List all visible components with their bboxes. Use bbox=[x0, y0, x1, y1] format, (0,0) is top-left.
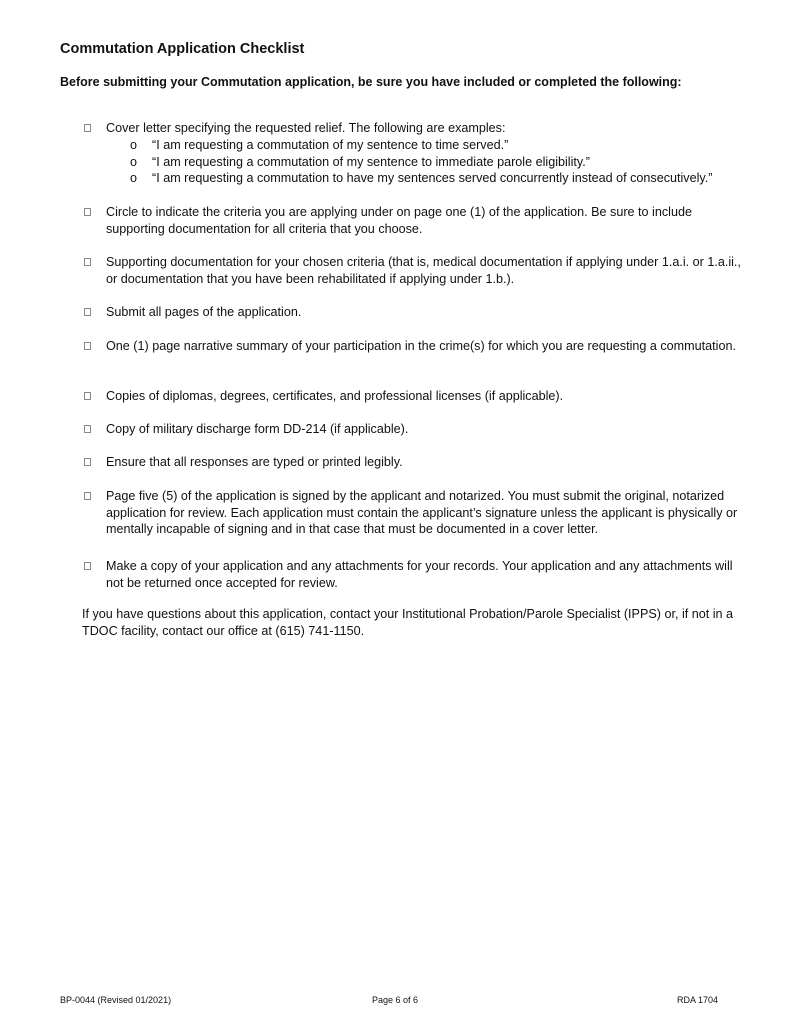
checklist-item-legible: Ensure that all responses are typed or printed legibly. bbox=[84, 454, 744, 471]
checkbox-icon[interactable] bbox=[84, 392, 91, 400]
instructions-heading: Before submitting your Commutation application, be sure you have included or completed the following: bbox=[60, 75, 682, 89]
checkbox-icon[interactable] bbox=[84, 258, 91, 266]
footer-page-number: Page 6 of 6 bbox=[372, 995, 419, 1005]
checkbox-icon[interactable] bbox=[84, 208, 91, 216]
checkbox-icon[interactable] bbox=[84, 425, 91, 433]
example-item: o “I am requesting a commutation of my sentence to immediate parole eligibility.” bbox=[130, 154, 590, 169]
checkbox-icon[interactable] bbox=[84, 308, 91, 316]
checklist-item-all-pages: Submit all pages of the application. bbox=[84, 304, 744, 321]
checklist-item-supporting-docs: Supporting documentation for your chosen criteria (that is, medical documentation if applying under 1.a.i. or 1.a.ii., or documentation that you have been rehabilitated if applying under 1.b.). bbox=[84, 254, 744, 287]
checkbox-icon[interactable] bbox=[84, 562, 91, 570]
checklist-item-diplomas: Copies of diplomas, degrees, certificates, and professional licenses (if applicable). bbox=[84, 388, 744, 405]
contact-paragraph: If you have questions about this application, contact your Institutional Probation/Parole Specialist (IPPS) or, if not in a TDOC facility, contact our office at (615) 741-1150. bbox=[82, 607, 734, 638]
checklist-item-dd214: Copy of military discharge form DD-214 (if applicable). bbox=[84, 421, 744, 438]
example-item: o “I am requesting a commutation of my sentence to time served.” bbox=[130, 138, 509, 152]
checklist-item-cover-letter: Cover letter specifying the requested relief. The following are examples: bbox=[84, 120, 744, 137]
example-item: o “I am requesting a commutation to have my sentences served concurrently instead of consecutively.” bbox=[130, 171, 713, 185]
page-title: Commutation Application Checklist bbox=[60, 41, 305, 57]
footer-code: RDA 1704 bbox=[677, 995, 719, 1005]
checklist-item-narrative: One (1) page narrative summary of your participation in the crime(s) for which you are requesting a commutation. bbox=[84, 338, 744, 355]
checkbox-icon[interactable] bbox=[84, 342, 91, 350]
footer-form-number: BP-0044 (Revised 01/2021) bbox=[60, 995, 172, 1005]
checkbox-icon[interactable] bbox=[84, 458, 91, 466]
checkbox-icon[interactable] bbox=[84, 124, 91, 132]
checklist-item-notarized: Page five (5) of the application is signed by the applicant and notarized. You must submit the original, notarized application for review. Each application must contain the applicant’s signature unless the applicant is physically or mentally incapable of signing and in that case that must be documented in a cover letter. bbox=[84, 488, 744, 538]
checkbox-icon[interactable] bbox=[84, 492, 91, 500]
checklist-item-copy: Make a copy of your application and any attachments for your records. Your application and any attachments will not be returned once accepted for review. bbox=[84, 558, 744, 591]
checklist-item-criteria: Circle to indicate the criteria you are applying under on page one (1) of the application. Be sure to include supporting documentation for all criteria that you choose. bbox=[84, 204, 744, 237]
